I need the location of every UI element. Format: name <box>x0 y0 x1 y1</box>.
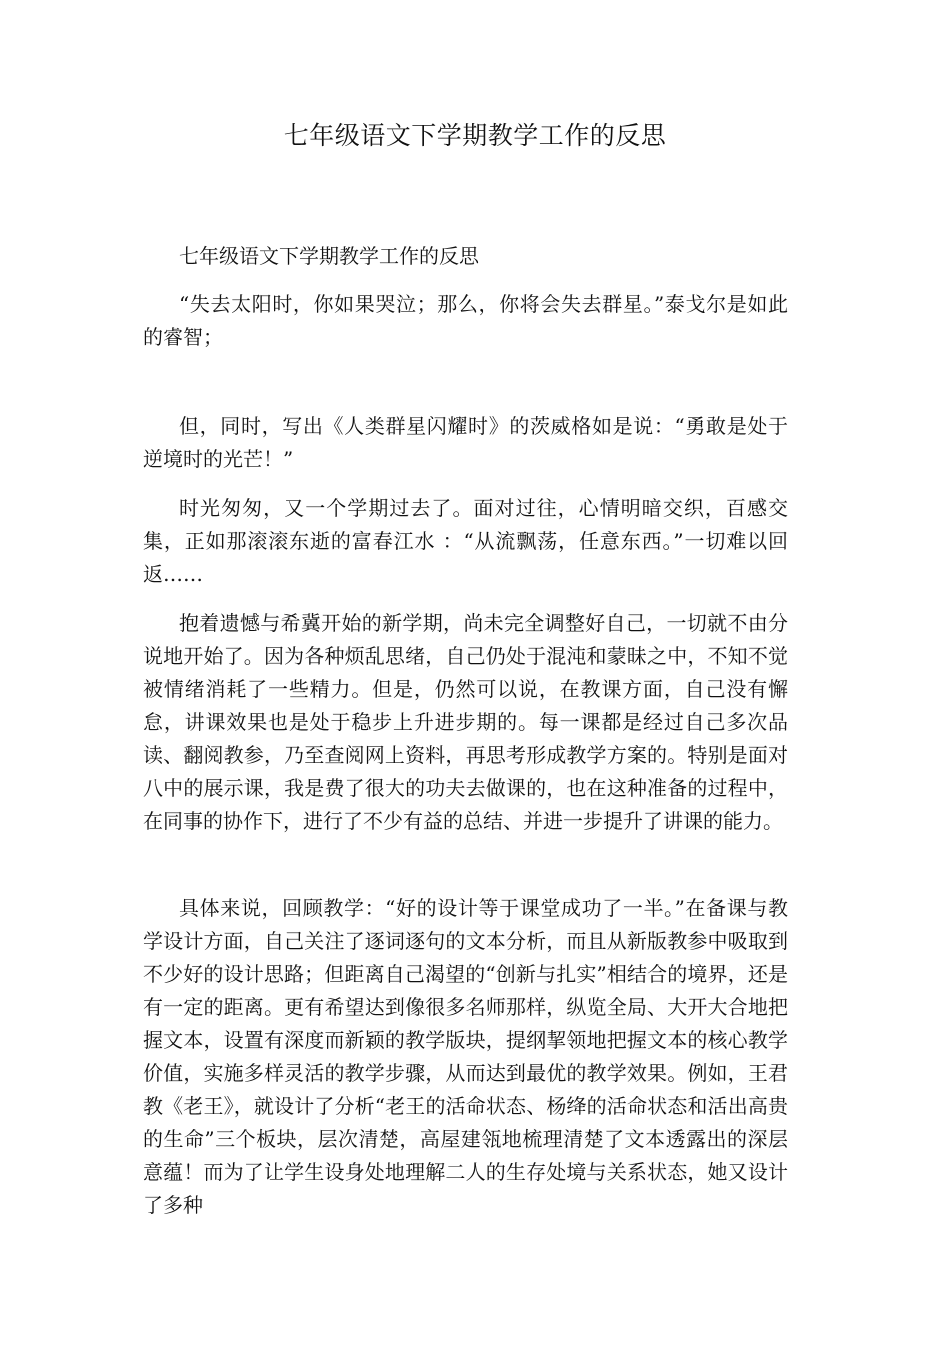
paragraph-teaching-review: 具体来说，回顾教学：“好的设计等于课堂成功了一半。”在备课与教学设计方面，自己关注了逐词逐句的文本分析，而且从新版教参中吸取到不少好的设计思路；但距离自己渴望的“创新与扎实”相结合的境界，还是有一定的距离。更有希望达到像很多名师那样，纵览全局、大开大合地把握文本，设置有深度而新颖的教学版块，提纲挈领地把握文本的核心教学价值，实施多样灵活的教学步骤，从而达到最优的教学效果。例如，王君教《老王》，就设计了分析“老王的活命状态、杨绛的活命状态和活出高贵的生命”三个板块，层次清楚，高屋建瓴地梳理清楚了文本透露出的深层意蕴！而为了让学生设身处地理解二人的生存处境与关系状态，她又设计了多种 <box>143 896 788 1217</box>
paragraph-tagore-quote: “失去太阳时，你如果哭泣；那么，你将会失去群星。”泰戈尔是如此的睿智； <box>143 292 788 349</box>
paragraph-time-passes: 时光匆匆，又一个学期过去了。面对过往，心情明暗交织，百感交集，正如那滚滚东逝的富春江水 ：“从流飘荡，任意东西。”一切难以回返…… <box>143 496 788 586</box>
paragraph-subtitle: 七年级语文下学期教学工作的反思 <box>179 244 479 268</box>
paragraph-zweig-quote: 但，同时，写出《人类群星闪耀时》的茨威格如是说：“勇敢是处于逆境时的光芒！” <box>143 414 788 471</box>
paragraph-new-semester: 抱着遗憾与希冀开始的新学期，尚未完全调整好自己，一切就不由分说地开始了。因为各种烦乱思绪，自己仍处于混沌和蒙昧之中，不知不觉被情绪消耗了一些精力。但是，仍然可以说，在教课方面，自己没有懈怠，讲课效果也是处于稳步上升进步期的。每一课都是经过自己多次品读、翻阅教参，乃至查阅网上资料，再思考形成教学方案的。特别是面对八中的展示课，我是费了很大的功夫去做课的，也在这种准备的过程中，在同事的协作下，进行了不少有益的总结、并进一步提升了讲课的能力。 <box>143 611 788 833</box>
document-title: 七年级语文下学期教学工作的反思 <box>283 121 667 150</box>
